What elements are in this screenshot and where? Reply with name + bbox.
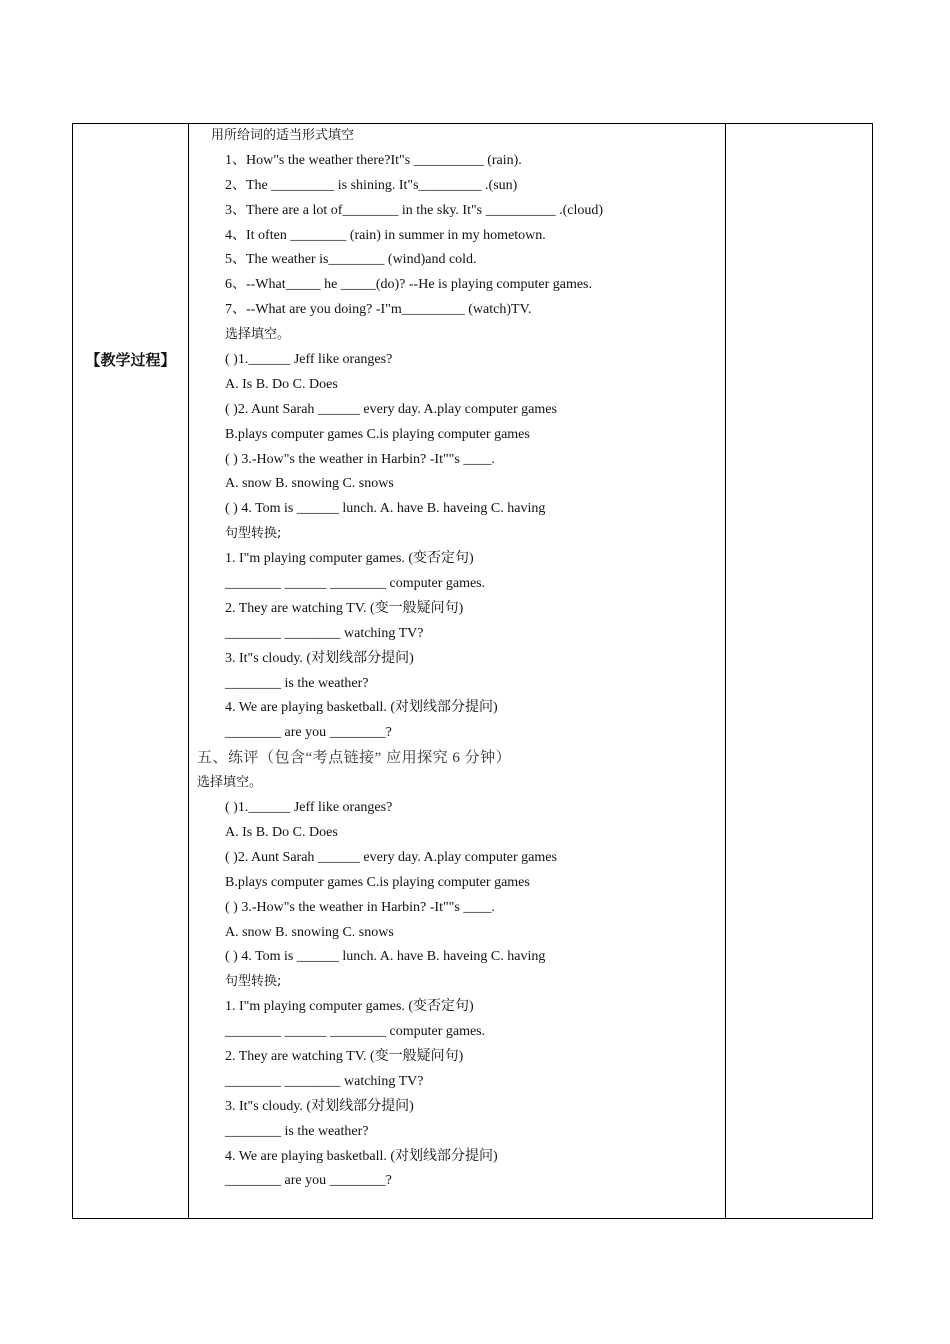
exercise-line: 句型转换; [225, 526, 282, 542]
exercise-line: 3、There are a lot of________ in the sky. It"s __________ .(cloud) [225, 202, 604, 218]
exercise-line: 选择填空。 [225, 327, 291, 343]
lesson-table [72, 123, 873, 1219]
exercise-line: ________ ________ watching TV? [225, 1073, 424, 1089]
exercise-line: 2. They are watching TV. (变一般疑问句) [225, 1048, 464, 1064]
exercise-line: 1、How"s the weather there?It"s __________ (rain). [225, 152, 522, 168]
exercise-line: 2. They are watching TV. (变一般疑问句) [225, 600, 464, 616]
section-heading: 五、练评（包含“考点链接” 应用探究 6 分钟） [197, 750, 512, 767]
exercise-line: 2、The _________ is shining. It"s_________ .(sun) [225, 177, 518, 193]
row-label: 【教学过程】 [85, 351, 176, 369]
exercise-line: ________ is the weather? [225, 1123, 369, 1139]
exercise-line: 用所给词的适当形式填空 [211, 128, 355, 143]
exercise-line: ( )2. Aunt Sarah ______ every day. A.play computer games [225, 849, 557, 865]
exercise-line: ________ ________ watching TV? [225, 625, 424, 641]
exercise-line: A. snow B. snowing C. snows [225, 476, 394, 492]
exercise-line: 7、--What are you doing? -I"m_________ (watch)TV. [225, 302, 532, 318]
exercise-line: ________ are you ________? [225, 1173, 392, 1189]
exercise-line: ( )1.______ Jeff like oranges? [225, 352, 393, 368]
exercise-line: ( ) 3.-How"s the weather in Harbin? -It""s ____. [225, 899, 495, 915]
column-divider [188, 124, 189, 1218]
exercise-line: 4. We are playing basketball. (对划线部分提问) [225, 700, 498, 716]
exercise-content [197, 124, 717, 1194]
exercise-line: 选择填空。 [197, 775, 263, 791]
exercise-line: 3. It"s cloudy. (对划线部分提问) [225, 650, 414, 666]
exercise-line: 5、The weather is________ (wind)and cold. [225, 252, 477, 268]
exercise-line: ( ) 4. Tom is ______ lunch. A. have B. haveing C. having [225, 949, 546, 965]
exercise-line: ( )1.______ Jeff like oranges? [225, 800, 393, 816]
exercise-line: ________ is the weather? [225, 675, 369, 691]
exercise-line: A. Is B. Do C. Does [225, 824, 338, 840]
exercise-line: ________ ______ ________ computer games. [225, 1024, 486, 1040]
exercise-line: B.plays computer games C.is playing computer games [225, 426, 530, 442]
exercise-line: ( ) 4. Tom is ______ lunch. A. have B. haveing C. having [225, 501, 546, 517]
exercise-line: 1. I"m playing computer games. (变否定句) [225, 551, 474, 567]
exercise-line: 3. It"s cloudy. (对划线部分提问) [225, 1098, 414, 1114]
exercise-line: ( )2. Aunt Sarah ______ every day. A.play computer games [225, 401, 557, 417]
exercise-line: 6、--What_____ he _____(do)? --He is playing computer games. [225, 277, 593, 293]
exercise-line: 4、It often ________ (rain) in summer in my hometown. [225, 227, 546, 243]
exercise-line: A. Is B. Do C. Does [225, 376, 338, 392]
exercise-line: 1. I"m playing computer games. (变否定句) [225, 999, 474, 1015]
exercise-line: ________ ______ ________ computer games. [225, 576, 486, 592]
column-divider [725, 124, 726, 1218]
exercise-line: 句型转换; [225, 974, 282, 990]
exercise-line: 4. We are playing basketball. (对划线部分提问) [225, 1148, 498, 1164]
exercise-line: B.plays computer games C.is playing computer games [225, 874, 530, 890]
exercise-line: ________ are you ________? [225, 725, 392, 741]
exercise-line: ( ) 3.-How"s the weather in Harbin? -It""s ____. [225, 451, 495, 467]
exercise-line: A. snow B. snowing C. snows [225, 924, 394, 940]
